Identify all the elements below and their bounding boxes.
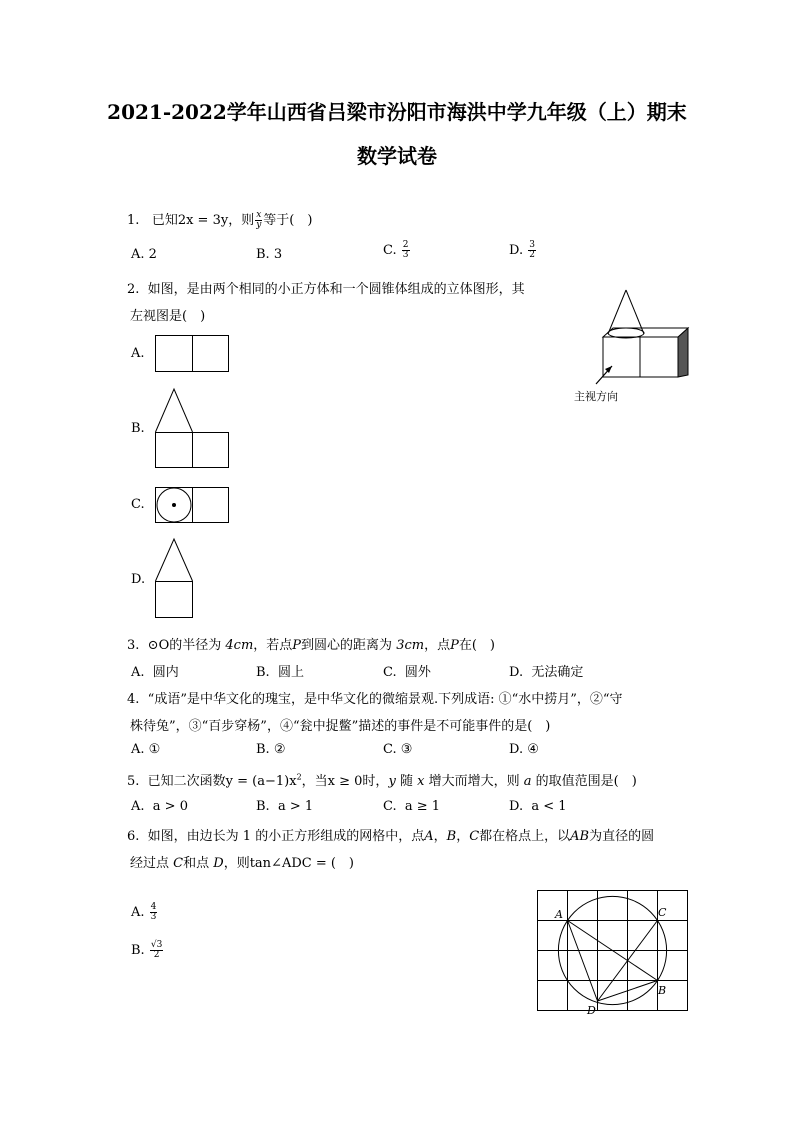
fraction: $\frac{4}{3}$ xyxy=(150,902,157,922)
question-6: 6. 如图，由边长为 1 的小正方形组成的网格中，点A，B，C都在格点上，以AB为直径的圆 xyxy=(127,829,655,844)
option-a[interactable]: A. $\frac{4}{3}$ xyxy=(131,902,157,922)
point-b-label: B xyxy=(658,984,667,997)
question-text: 已知2x = 3y，则 xyxy=(151,213,255,228)
option-d[interactable]: D. a < 1 xyxy=(509,799,567,814)
question-number: 1. xyxy=(127,213,140,228)
question-number: 5. xyxy=(127,774,140,789)
question-1 xyxy=(127,209,312,230)
option-d[interactable]: D. ④ xyxy=(509,742,539,757)
option-c[interactable]: C. ③ xyxy=(383,742,413,757)
fraction: $\frac{√3}{2}$ xyxy=(150,940,163,960)
option-c[interactable]: C. xyxy=(131,497,145,512)
point-c-label: C xyxy=(658,906,667,919)
fraction: $\frac{3}{2}$ xyxy=(529,240,535,260)
option-c[interactable]: C. $\frac{2}{3}$ xyxy=(383,240,409,260)
option-b[interactable]: B. $\frac{√3}{2}$ xyxy=(131,940,163,960)
question-2 xyxy=(127,278,525,297)
question-number: 6. xyxy=(127,829,140,844)
question-number: 4. xyxy=(127,692,140,707)
option-b[interactable]: B. xyxy=(131,421,145,436)
option-a[interactable]: A. ① xyxy=(131,742,161,757)
option-d[interactable]: D. $\frac{3}{2}$ xyxy=(509,240,535,260)
option-b[interactable]: B. ② xyxy=(256,742,286,757)
question-text: 等于( ) xyxy=(263,213,313,228)
option-a-figure[interactable] xyxy=(155,335,231,373)
question-text: 如图，是由两个相同的小正方体和一个圆锥体组成的立体图形，其 xyxy=(147,282,525,297)
fraction-x-over-y: $\frac{x}{y}$ xyxy=(256,210,262,230)
question-5: 5. 已知二次函数$y = (a-1)x^2$，当x ≥ 0时，y 随 x 增大而增大，则 a 的取值范围是( ) xyxy=(127,772,637,789)
question-number: 2. xyxy=(127,282,140,297)
point-a-label: A xyxy=(555,908,563,921)
page-title: 2021-2022学年山西省吕梁市汾阳市海洪中学九年级（上）期末 xyxy=(107,100,687,124)
option-c[interactable]: C. 圆外 xyxy=(383,665,431,680)
circle-symbol: ⊙ xyxy=(147,638,159,653)
point-d-label: D xyxy=(587,1004,596,1017)
option-d[interactable]: D. xyxy=(131,572,146,587)
option-a[interactable]: A. 圆内 xyxy=(131,665,179,680)
question-4: 4. “成语”是中华文化的瑰宝，是中华文化的微缩景观.下列成语: ①“水中捞月”，②“守 xyxy=(127,692,623,707)
solid-figure xyxy=(570,285,700,410)
fraction: $\frac{2}{3}$ xyxy=(402,240,409,260)
option-c-figure[interactable] xyxy=(155,487,231,525)
option-d[interactable]: D. 无法确定 xyxy=(509,665,584,680)
question-3: 3. ⊙O的半径为 4cm，若点P到圆心的距离为 3cm，点P在( ) xyxy=(127,638,496,653)
question-2-line2: 左视图是( ) xyxy=(130,309,206,324)
question-6-line2: 经过点 C和点 D，则tan∠ADC = ( ) xyxy=(130,856,355,871)
view-direction-caption: 主视方向 xyxy=(574,390,618,403)
option-a[interactable]: A. xyxy=(131,346,145,361)
page-subtitle: 数学试卷 xyxy=(357,144,437,168)
grid-circle-figure xyxy=(537,888,697,1018)
option-b[interactable]: B. a > 1 xyxy=(256,799,314,814)
option-b[interactable]: B. 圆上 xyxy=(256,665,304,680)
option-b-figure[interactable] xyxy=(155,388,231,470)
option-b[interactable]: B. 3 xyxy=(256,247,283,262)
question-4-line2: 株待兔”，③“百步穿杨”，④“瓮中捉鳖”描述的事件是不可能事件的是( ) xyxy=(130,719,551,734)
question-number: 3. xyxy=(127,638,140,653)
option-a[interactable]: A. 2 xyxy=(131,247,157,262)
option-c[interactable]: C. a ≥ 1 xyxy=(383,799,441,814)
option-a[interactable]: A. a > 0 xyxy=(131,799,188,814)
option-d-figure[interactable] xyxy=(155,538,195,620)
